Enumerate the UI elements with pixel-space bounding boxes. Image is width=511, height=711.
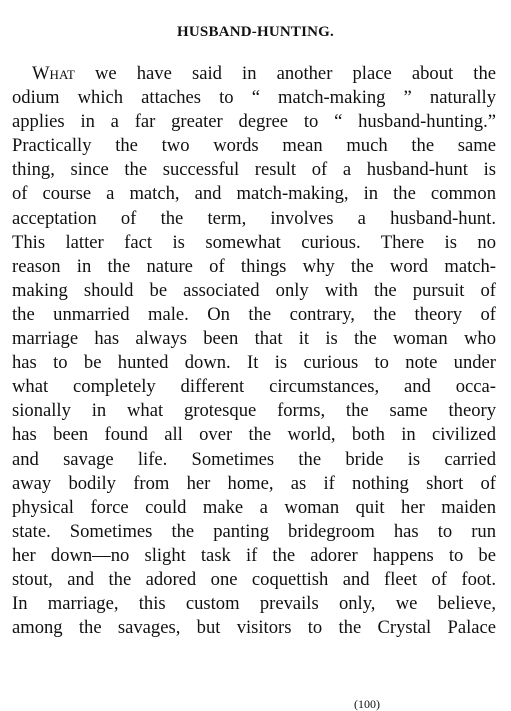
text-line-21: her down—no slight task if the adorer happens to be [12,544,496,566]
page-number: (100) [354,697,380,711]
chapter-title: HUSBAND-HUNTING. [177,24,334,40]
text-line-16: has been found all over the world, both in civilized [12,424,496,446]
text-line-20: state. Sometimes the panting bridegroom has to run [12,520,496,542]
text-line-22: stout, and the adored one coquettish and fleet of foot. [12,568,496,590]
text-line-19: physical force could make a woman quit her maiden [12,496,496,518]
drop-word: What [32,63,75,84]
text-line-5: thing, since the successful result of a husband-hunt is [12,159,496,181]
text-line-9: reason in the nature of things why the word match- [12,255,496,277]
text-line-13: has to be hunted down. It is curious to note under [12,352,496,374]
text-line-17: and savage life. Sometimes the bride is carried [12,448,496,470]
text-line-14: what completely different circumstances, and occa- [12,376,496,398]
text-line-24: among the savages, but visitors to the Crystal Palace [12,617,496,639]
text-line-1 [12,62,496,86]
text-line-8: This latter fact is somewhat curious. There is no [12,231,496,253]
text-line-23: In marriage, this custom prevails only, we believe, [12,593,496,615]
text-line-4: Practically the two words mean much the same [12,135,496,157]
text-line-7: acceptation of the term, involves a husband-hunt. [12,207,496,229]
text-line-2: odium which attaches to “ match-making ” naturally [12,87,496,109]
text-line-11: the unmarried male. On the contrary, the theory of [12,303,496,325]
text-line-12: marriage has always been that it is the woman who [12,328,496,350]
text-line-6: of course a match, and match-making, in the common [12,183,496,205]
text-line-18: away bodily from her home, as if nothing short of [12,472,496,494]
text-line-10: making should be associated only with the pursuit of [12,279,496,301]
first-line-rest: we have said in another place about the [74,63,496,84]
text-line-3: applies in a far greater degree to “ husband-hunting.” [12,111,496,133]
text-line-15: sionally in what grotesque forms, the same theory [12,400,496,422]
body-text [12,62,496,640]
